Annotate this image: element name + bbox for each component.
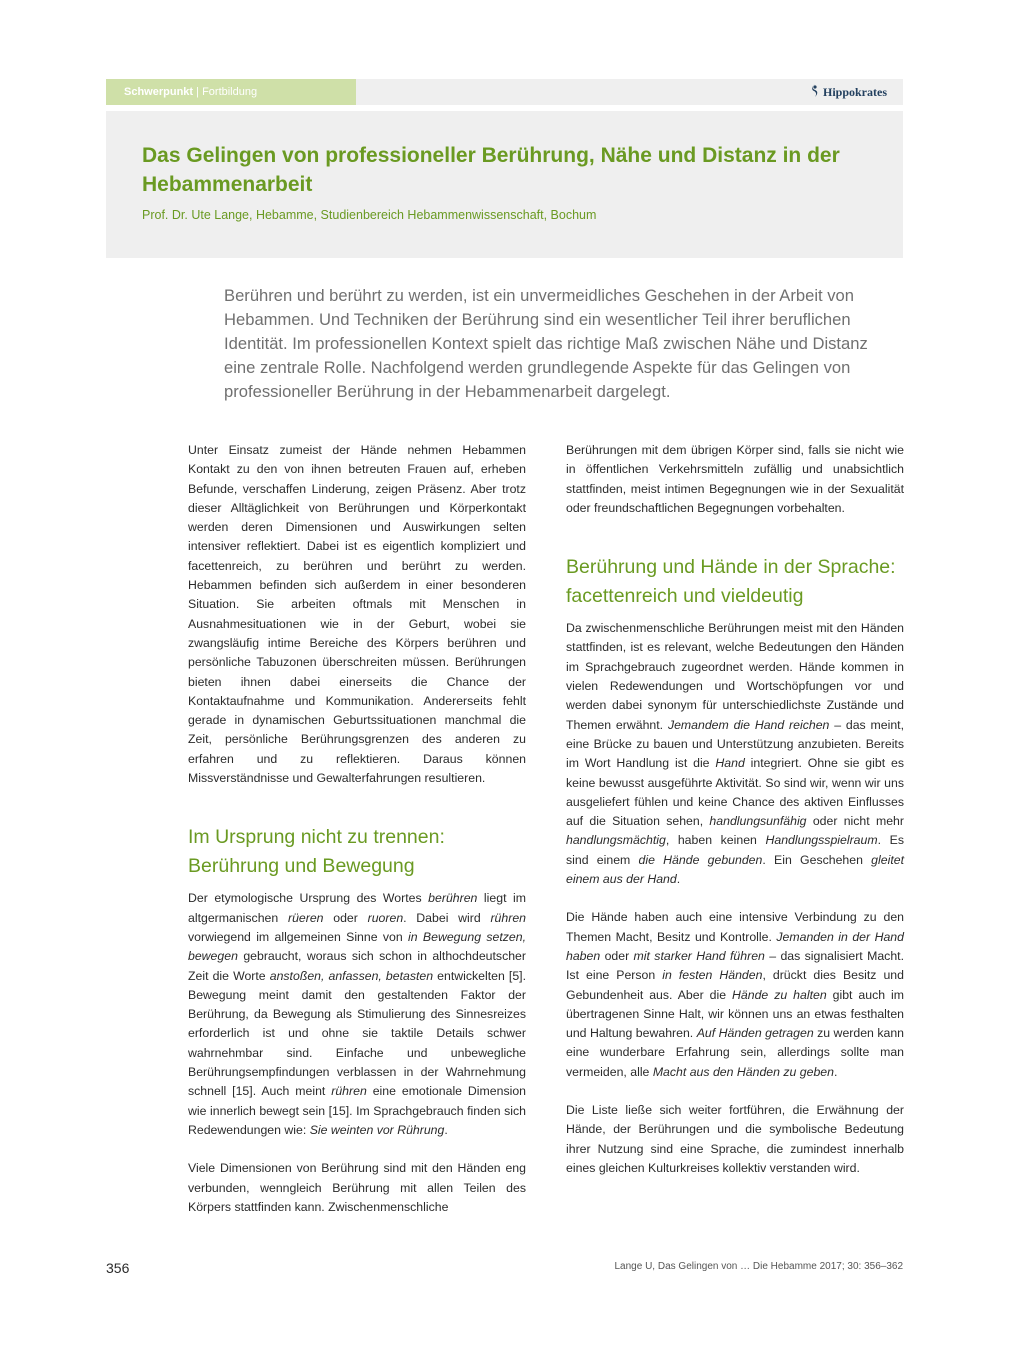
section-separator: | xyxy=(196,86,199,98)
paragraph: Der etymologische Ursprung des Wortes berühren liegt im altgermanischen rüeren oder ruoren. Dabei wird rühren vorwiegend im allgemeinen Sinne von in Bewegung setzen, bewegen gebraucht, woraus sich schon in althochdeutscher Zeit die Worte anstoßen, anfassen, betasten entwickelten [5]. Bewegung meint damit den gestaltenden Faktor der Berührung, da Bewegung als Stimulierung des Sinnesreizes erforderlich ist und ohne sie taktile Details schwer wahrnehmbar sind. Einfache und unbewegliche Berührungsempfindungen verblassen in der Wahrnehmung schnell [15]. Auch meint rühren eine emotionale Dimension wie innerlich bewegt sein [15]. Im Sprachgebrauch finden sich Redewendungen wie: Sie weinten vor Rührung. xyxy=(188,891,527,1137)
paragraph: Die Liste ließe sich weiter fortführen, die Erwähnung der Hände, der Berührungen und die symbolische Bedeutung ihrer Nutzung sind eine Sprache, die zumindest innerhalb eines gleichen Kulturkreises kollektiv verstanden wird. xyxy=(566,1103,904,1175)
title-box xyxy=(106,111,903,258)
section-heading: Berührung und Hände in der Sprache: facettenreich und vieldeutig xyxy=(566,556,896,608)
section-tag xyxy=(106,79,356,105)
brand-name: Hippokrates xyxy=(822,85,887,99)
paragraph: Viele Dimensionen von Berührung sind mit den Händen eng verbunden, wenngleich Berührung mit allen Teilen des Körpers stattfinden kann. Zwischenmenschliche xyxy=(188,1161,526,1214)
paragraph: Unter Einsatz zumeist der Hände nehmen Hebammen Kontakt zu den von ihnen betreuten Frauen auf, erheben Befunde, verschaffen Linderung, zeigen Präsenz. Aber trotz dieser Alltäglichkeit von Berührungen und Körperkontakt werden deren Dimensionen und Auswirkungen selten intensiver reflektiert. Dabei ist es eigentlich kompliziert und facettenreich, zu berühren und berührt zu werden. Hebammen befinden sich außerdem in einer besonderen Situation. Sie arbeiten oftmals mit Menschen in Ausnahmesituationen wie in der Geburt, wobei sie zwangsläufig intime Bereiche des Körpers berühren und persönliche Tabuzonen überschreiten müssen. Berührungen bieten ihnen dabei einerseits die Chance der Kontaktaufnahme und Kommunikation. Andererseits fehlt gerade in dynamischen Geburtssituationen manchmal die Zeit, persönliche Berührungsgrenzen des anderen zu erfahren und zu reflektieren. Daraus können Missverständnisse und Gewalterfahrungen resultieren. xyxy=(188,443,526,786)
footer-citation: Lange U, Das Gelingen von … Die Hebamme 2017; 30: 356–362 xyxy=(614,1261,903,1272)
section-label: Schwerpunkt xyxy=(124,86,194,98)
right-column xyxy=(566,441,904,1178)
article-lead: Berühren und berührt zu werden, ist ein unvermeidliches Geschehen in der Arbeit von Hebammen. Und Techniken der Berührung sind ein wesentlicher Teil ihrer beruflichen Identität. Im professionellen Kontext spielt das richtige Maß zwischen Nähe und Distanz eine zentrale Rolle. Nachfolgend werden grundlegende Aspekte für das Gelingen von professioneller Berührung in der Hebammenarbeit dargelegt. xyxy=(224,286,868,401)
publisher-logo xyxy=(810,79,887,105)
subsection-label: Fortbildung xyxy=(202,86,258,98)
hippokrates-logo-icon xyxy=(810,80,820,106)
running-header xyxy=(106,79,903,105)
article-author: Prof. Dr. Ute Lange, Hebamme, Studienbereich Hebammenwissenschaft, Bochum xyxy=(142,208,597,222)
paragraph: Berührungen mit dem übrigen Körper sind, falls sie nicht wie in öffentlichen Verkehrsmitteln zufällig und unabsichtlich stattfinden, meist intimen Begegnungen wie in der Sexualität oder freundschaftlichen Begegnungen vorbehalten. xyxy=(566,443,904,515)
left-column xyxy=(188,441,526,1217)
page-number: 356 xyxy=(106,1260,130,1276)
paragraph: Die Hände haben auch eine intensive Verbindung zu den Themen Macht, Besitz und Kontrolle. Jemanden in der Hand haben oder mit starker Hand führen – das signalisiert Macht. Ist eine Person in festen Händen, drückt dies Besitz und Gebundenheit aus. Aber die Hände zu halten gibt auch im übertragenen Sinne Halt, wir können uns an etwas festhalten und Haltung bewahren. Auf Händen getragen zu werden kann eine wunderbare Erfahrung sein, allerdings sollte man vermeiden, alle Macht aus den Händen zu geben. xyxy=(566,910,905,1079)
article-title: Das Gelingen von professioneller Berührung, Nähe und Distanz in der Hebammenarbeit xyxy=(142,144,840,196)
section-heading: Im Ursprung nicht zu trennen: Berührung und Bewegung xyxy=(188,826,445,878)
paragraph: Da zwischenmenschliche Berührungen meist mit den Händen stattfinden, ist es relevant, welche Bedeutungen den Händen im Sprachgebrauch zugeordnet werden. Hände kommen in vielen Redewendungen und Wortschöpfungen vor und werden dabei synonym für unterschiedlichste Zustände und Themen erwähnt. Jemandem die Hand reichen – das meint, eine Brücke zu bauen und Unterstützung anzubieten. Bereits im Wort Handlung ist die Hand integriert. Ohne sie gibt es keine bewusst ausgeführte Aktivität. So sind wir, wenn wir uns ausgeliefert fühlen und keine Chance des aktiven Einflusses auf die Situation sehen, handlungsunfähig oder nicht mehr handlungsmächtig, haben keinen Handlungsspielraum. Es sind einem die Hände gebunden. Ein Geschehen gleitet einem aus der Hand. xyxy=(566,621,905,887)
